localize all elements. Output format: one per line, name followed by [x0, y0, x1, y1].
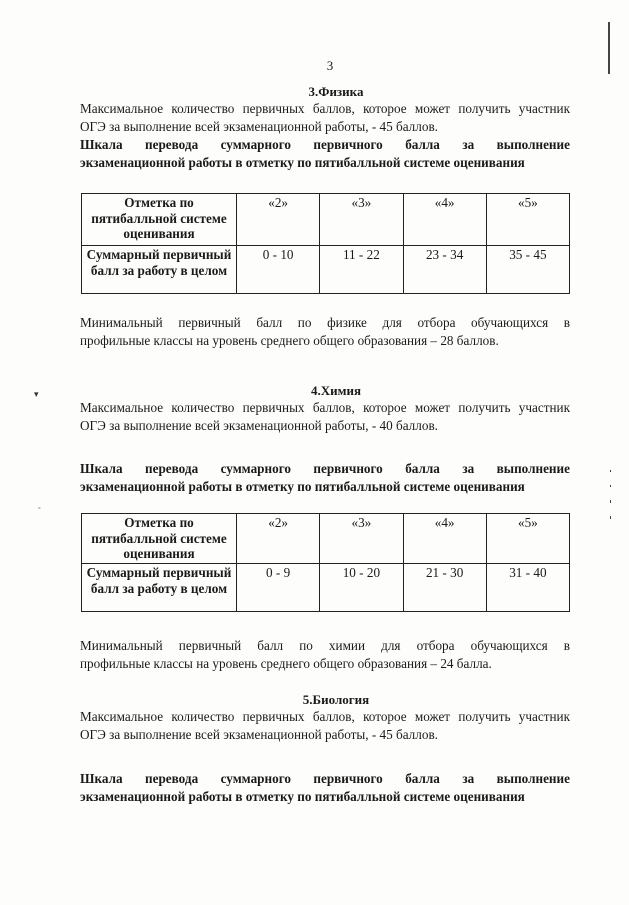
physics-range-4: 23 - 34 — [403, 246, 486, 294]
physics-min-line-2: профильные классы на уровень среднего общего образования – 28 баллов. — [80, 333, 499, 348]
chemistry-min-line-1: Минимальный первичный балл по химии для отбора обучающихся в — [80, 638, 570, 653]
biology-scale-line-2: экзаменационной работы в отметку по пятибалльной системе оценивания — [80, 789, 525, 804]
chemistry-header-label: Отметка по пятибалльной системе оценивания — [82, 514, 237, 564]
physics-grade-table — [81, 193, 570, 294]
physics-title: 3.Физика — [308, 84, 364, 99]
physics-row-label: Суммарный первичный балл за работу в целом — [82, 246, 237, 294]
chemistry-row-label: Суммарный первичный балл за работу в целом — [82, 564, 237, 612]
biology-max-line-2: ОГЭ за выполнение всей экзаменационной работы, - 45 баллов. — [80, 727, 438, 742]
scan-edge-mark — [610, 470, 611, 472]
biology-title: 5.Биология — [302, 692, 370, 707]
chemistry-grade-header-row — [82, 514, 570, 564]
chemistry-range-2: 0 - 9 — [237, 564, 320, 612]
chemistry-range-4: 21 - 30 — [403, 564, 486, 612]
physics-max-line-2: ОГЭ за выполнение всей экзаменационной работы, - 45 баллов. — [80, 119, 438, 134]
chemistry-scale-line-1: Шкала перевода суммарного первичного балла за выполнение — [80, 461, 570, 476]
biology-scale-line-1: Шкала перевода суммарного первичного балла за выполнение — [80, 771, 570, 786]
scan-edge-mark — [610, 500, 611, 503]
scan-speck: ˷ — [38, 500, 41, 509]
physics-header-label: Отметка по пятибалльной системе оценивания — [82, 194, 237, 246]
physics-scale-line-1: Шкала перевода суммарного первичного балла за выполнение — [80, 137, 570, 152]
chemistry-min-line-2: профильные классы на уровень среднего общего образования – 24 балла. — [80, 656, 492, 671]
chemistry-max-line-2: ОГЭ за выполнение всей экзаменационной работы, - 40 баллов. — [80, 418, 438, 433]
chemistry-grade-5: «5» — [486, 514, 569, 564]
physics-grade-2: «2» — [237, 194, 320, 246]
biology-max-line-1: Максимальное количество первичных баллов, которое может получить участник — [80, 709, 570, 724]
physics-range-2: 0 - 10 — [237, 246, 320, 294]
physics-grade-header-row — [82, 194, 570, 246]
chemistry-grade-3: «3» — [320, 514, 403, 564]
chemistry-grade-table — [81, 513, 570, 612]
chemistry-scale-line-2: экзаменационной работы в отметку по пятибалльной системе оценивания — [80, 479, 525, 494]
physics-max-line-1: Максимальное количество первичных баллов, которое может получить участник — [80, 101, 570, 116]
chemistry-score-row — [82, 564, 570, 612]
scan-speck: ▾ — [34, 389, 39, 399]
page-number: 3 — [326, 58, 334, 73]
chemistry-grade-2: «2» — [237, 514, 320, 564]
scan-edge-mark — [610, 516, 611, 519]
chemistry-title: 4.Химия — [310, 383, 361, 398]
physics-grade-4: «4» — [403, 194, 486, 246]
biology-scale-heading — [80, 770, 570, 806]
physics-grade-3: «3» — [320, 194, 403, 246]
physics-section — [80, 84, 570, 172]
chemistry-minimum — [80, 637, 570, 673]
physics-range-5: 35 - 45 — [486, 246, 569, 294]
physics-minimum — [80, 314, 570, 350]
physics-min-line-1: Минимальный первичный балл по физике для отбора обучающихся в — [80, 315, 570, 330]
physics-grade-5: «5» — [486, 194, 569, 246]
chemistry-range-3: 10 - 20 — [320, 564, 403, 612]
chemistry-grade-4: «4» — [403, 514, 486, 564]
scan-edge-line — [608, 22, 610, 74]
chemistry-range-5: 31 - 40 — [486, 564, 569, 612]
physics-score-row — [82, 246, 570, 294]
physics-scale-line-2: экзаменационной работы в отметку по пятибалльной системе оценивания — [80, 155, 525, 170]
biology-section-head — [80, 692, 570, 744]
chemistry-scale-heading — [80, 460, 570, 496]
chemistry-section-head — [80, 383, 570, 435]
physics-range-3: 11 - 22 — [320, 246, 403, 294]
chemistry-max-line-1: Максимальное количество первичных баллов, которое может получить участник — [80, 400, 570, 415]
scan-edge-mark — [610, 485, 611, 487]
